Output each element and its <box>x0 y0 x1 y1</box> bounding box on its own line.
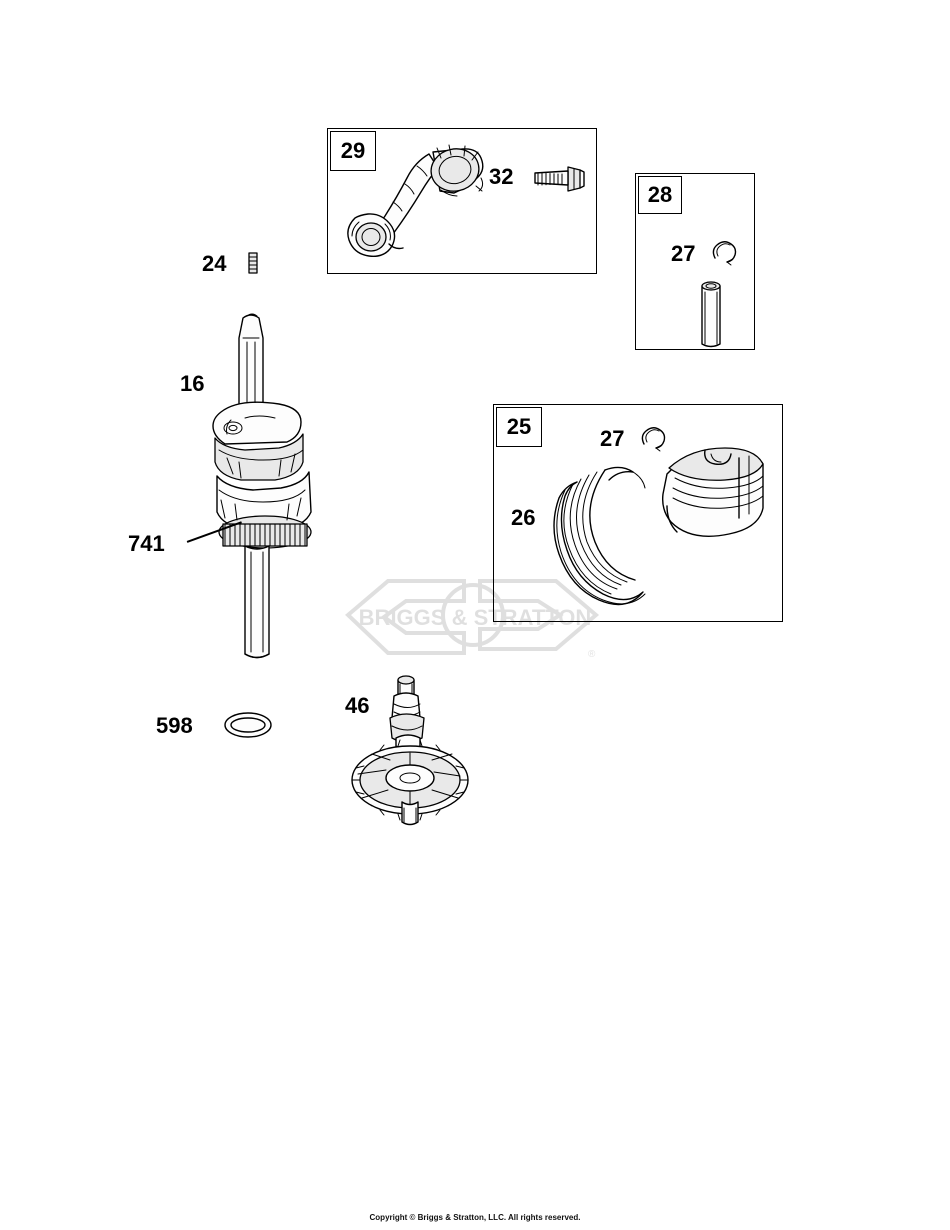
piston-ring-set-art <box>545 452 655 610</box>
connecting-rod-bolt-art <box>528 163 590 195</box>
group-tag-25 <box>496 407 542 447</box>
connecting-rod-art <box>345 140 505 265</box>
callout-27-piston-ring: 27 <box>600 426 625 451</box>
retaining-ring-27-art <box>707 238 741 266</box>
callout-16: 16 <box>180 371 205 396</box>
group-tag-28-label: 28 <box>647 182 673 207</box>
crankshaft-key-art <box>243 250 263 278</box>
group-tag-29-label: 29 <box>340 138 366 163</box>
group-tag-25-label: 25 <box>506 414 532 439</box>
piston-art <box>645 444 775 564</box>
group-tag-28 <box>638 176 682 214</box>
callout-27-pin-ring: 27 <box>671 241 696 266</box>
camshaft-art <box>348 670 478 850</box>
copyright-footer: Copyright © Briggs & Stratton, LLC. All rights reserved. <box>369 1213 581 1222</box>
callout-26: 26 <box>511 505 536 530</box>
piston-pin-art <box>692 278 734 356</box>
callout-598: 598 <box>156 713 193 738</box>
o-ring-art <box>222 706 274 744</box>
callout-741: 741 <box>128 531 165 556</box>
callout-46: 46 <box>345 693 370 718</box>
svg-text:®: ® <box>588 649 596 660</box>
watermark-text: BRIGGS & STRATTON <box>358 605 592 630</box>
callout-24: 24 <box>202 251 227 276</box>
callout-32: 32 <box>489 164 514 189</box>
crankshaft-art <box>185 300 345 670</box>
